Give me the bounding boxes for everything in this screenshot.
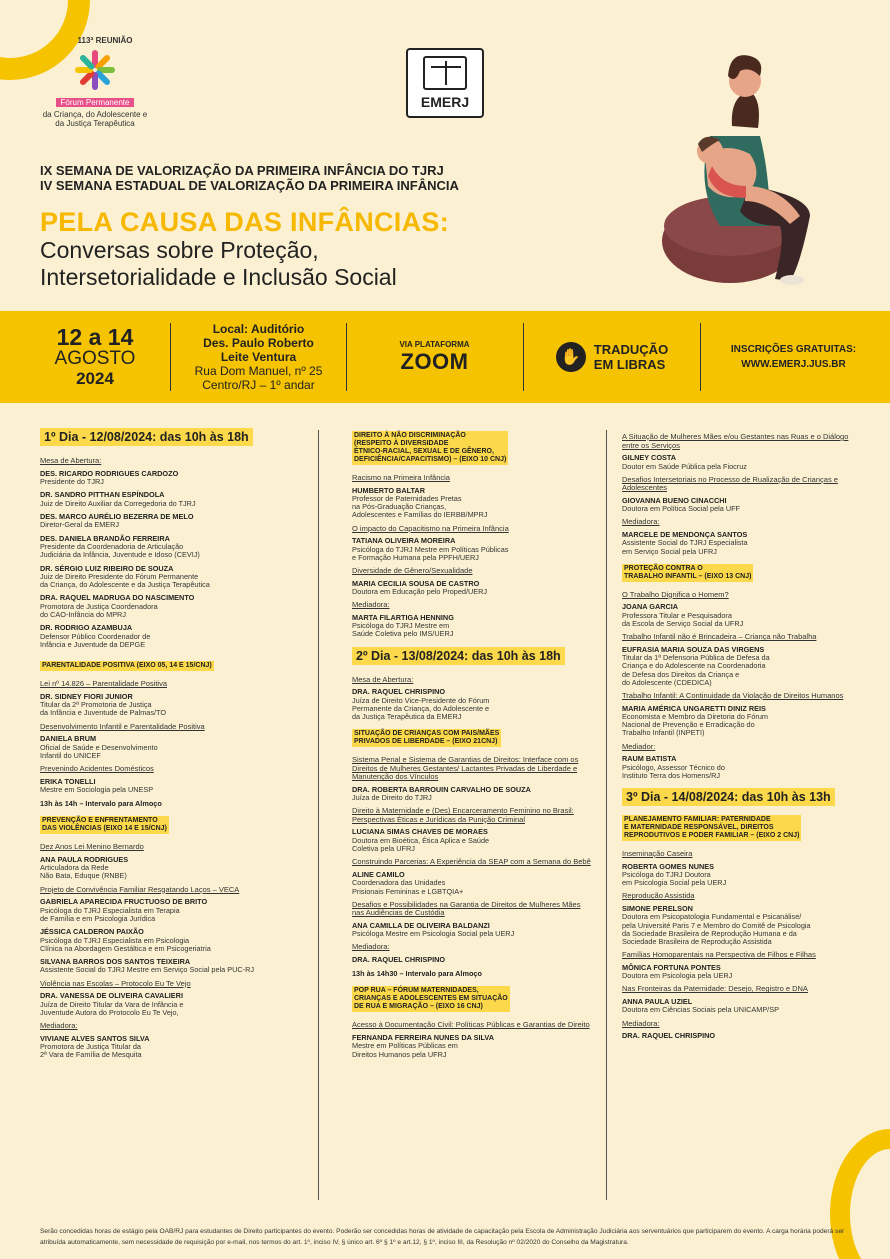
topic-heading-line: DE RUA E MIGRAÇÃO – (EIXO 16 CNJ) bbox=[354, 1003, 483, 1011]
section-title: Desafios e Possibilidades na Garantia de Direitos de Mulheres Mães nas Audiências de Custódia bbox=[352, 899, 581, 918]
footer-note: Serão concedidas horas de estágio pela OAB/RJ para estudantes de Direito participantes do evento. Poderão ser concedidas horas de atividade de capacitação pela Escola de Administração Judiciária aos serventuários que participarem do evento. A carga horária poderá ser atribuída automaticamente, sem necessidade de requisição por e-mail, nos termos do art. 1º, inciso IV, § único art. 6º § 1º e art.12, § 1º, inciso III, da Resolução nº 02/2020 do Conselho da Magistratura. bbox=[40, 1228, 845, 1246]
speaker-name: MARCELE DE MENDONÇA SANTOS bbox=[622, 529, 748, 539]
speaker-role: de Defesa dos Direitos da Criança e bbox=[622, 669, 740, 679]
speaker-role: Juiz de Direito Presidente do Fórum Permanente bbox=[40, 572, 199, 582]
speaker-block bbox=[352, 688, 592, 721]
speaker-block bbox=[622, 905, 862, 946]
speaker-block bbox=[40, 535, 302, 560]
speaker-block bbox=[40, 693, 302, 718]
speaker-role: Mestre em Sociologia pela UNESP bbox=[40, 785, 154, 795]
speaker-role: Infância e Juventude da DEPGE bbox=[40, 640, 146, 650]
speaker-name: HUMBERTO BALTAR bbox=[352, 485, 425, 495]
speaker-block bbox=[622, 998, 862, 1015]
speaker-block bbox=[40, 992, 302, 1017]
speaker-name: GIOVANNA BUENO CINACCHI bbox=[622, 495, 727, 505]
program-column-1 bbox=[40, 428, 302, 1064]
speaker-role: do CAO-Infância do MPRJ bbox=[40, 610, 126, 620]
speaker-name: DANIELA BRUM bbox=[40, 734, 97, 744]
location-line-4: Rua Dom Manuel, nº 25 bbox=[194, 364, 323, 378]
topic-heading-wrap bbox=[352, 428, 592, 469]
speaker-name: DR. SIDNEY FIORI JUNIOR bbox=[40, 691, 133, 701]
speaker-role: 2ª Vara de Família de Mesquita bbox=[40, 1050, 142, 1060]
speaker-role: Juíza de Direito Titular da Vara de Infância e bbox=[40, 999, 184, 1009]
speaker-role: na Pós-Graduação Crianças, bbox=[352, 502, 447, 512]
program-column-3 bbox=[622, 428, 862, 1046]
topic-heading-line: POP RUA – FÓRUM MATERNIDADES, bbox=[354, 987, 479, 995]
speaker-name: ANA PAULA RODRIGUES bbox=[40, 854, 129, 864]
speaker-block bbox=[40, 624, 302, 649]
section-title: Projeto de Convivência Familiar Resgatando Laços – VECA bbox=[40, 884, 240, 894]
speaker-block bbox=[40, 565, 302, 590]
main-title: PELA CAUSA DAS INFÂNCIAS: bbox=[40, 207, 450, 237]
speaker-name: DR. SANDRO PITTHAN ESPÍNDOLA bbox=[40, 490, 165, 500]
section-title: Mediadora: bbox=[40, 1021, 78, 1031]
event-line-1: IX SEMANA DE VALORIZAÇÃO DA PRIMEIRA INFÂNCIA DO TJRJ bbox=[40, 163, 444, 178]
speaker-name: MARTA FILARTIGA HENNING bbox=[352, 612, 454, 622]
speaker-name: FERNANDA FERREIRA NUNES DA SILVA bbox=[352, 1032, 495, 1042]
topic-heading bbox=[40, 816, 169, 834]
speaker-role: Promotora de Justiça Titular da bbox=[40, 1042, 141, 1052]
speaker-role: Psicóloga do TJRJ Especialista em Psicologia bbox=[40, 935, 190, 945]
section-title: Construindo Parcerias: A Experiência da SEAP com a Semana do Bebê bbox=[352, 857, 591, 867]
speaker-role: Juiz de Direito Auxiliar da Corregedoria do TJRJ bbox=[40, 498, 196, 508]
section-title: O impacto do Capacitismo na Primeira Infância bbox=[352, 523, 509, 533]
event-line-2: IV SEMANA ESTADUAL DE VALORIZAÇÃO DA PRIMEIRA INFÂNCIA bbox=[40, 178, 459, 193]
speaker-role: Psicóloga do TJRJ Especialista em Terapia bbox=[40, 905, 180, 915]
speaker-role: Infantil do UNICEF bbox=[40, 750, 101, 760]
topic-heading-line: SITUAÇÃO DE CRIANÇAS COM PAIS/MÃES bbox=[354, 730, 500, 738]
registration-label: INSCRIÇÕES GRATUITAS: bbox=[730, 344, 857, 355]
topic-heading bbox=[40, 661, 214, 671]
speaker-role: Articuladora da Rede bbox=[40, 863, 109, 873]
speaker-block bbox=[352, 537, 592, 562]
section-title: O Trabalho Dignifica o Homem? bbox=[622, 589, 729, 599]
location-line-3: Leite Ventura bbox=[220, 350, 297, 364]
speaker-role: Oficial de Saúde e Desenvolvimento bbox=[40, 742, 158, 752]
section-title: Lei nº 14.826 – Parentalidade Positiva bbox=[40, 679, 167, 689]
speaker-name: MÔNICA FORTUNA PONTES bbox=[622, 962, 721, 972]
speaker-role: da Justiça Terapêutica da EMERJ bbox=[352, 712, 462, 722]
speaker-name: DES. DANIELA BRANDÃO FERREIRA bbox=[40, 533, 170, 543]
speaker-name: DRA. RAQUEL CHRISPINO bbox=[352, 687, 446, 697]
speaker-block bbox=[40, 594, 302, 619]
speaker-block bbox=[622, 964, 862, 981]
location-line-5: Centro/RJ – 1º andar bbox=[202, 378, 315, 392]
topic-heading bbox=[622, 564, 753, 582]
subtitle-line-1: Conversas sobre Proteção, bbox=[40, 237, 319, 263]
forum-logo bbox=[40, 36, 150, 128]
section-title: Nas Fronteiras da Paternidade: Desejo, Registro e DNA bbox=[622, 984, 808, 994]
speaker-name: DES. RICARDO RODRIGUES CARDOZO bbox=[40, 468, 179, 478]
schedule-note: 13h às 14h30 – Intervalo para Almoço bbox=[352, 969, 482, 979]
info-band bbox=[0, 311, 890, 403]
date-year: 2024 bbox=[76, 368, 114, 388]
topic-heading-line: PREVENÇÃO E ENFRENTAMENTO bbox=[42, 817, 158, 825]
speaker-name: DR. SÉRGIO LUIZ RIBEIRO DE SOUZA bbox=[40, 563, 174, 573]
section-title: Desenvolvimento Infantil e Parentalidade Positiva bbox=[40, 721, 205, 731]
section-title: Racismo na Primeira Infância bbox=[352, 473, 450, 482]
speaker-name: JÉSSICA CALDERON PAIXÃO bbox=[40, 927, 144, 937]
speaker-block bbox=[40, 856, 302, 881]
speaker-block bbox=[352, 487, 592, 520]
speaker-name: DRA. RAQUEL CHRISPINO bbox=[622, 1031, 716, 1041]
speaker-role: Trabalho Infantil (INPETI) bbox=[622, 728, 705, 738]
speaker-role: Adolescentes e Famílias do IERBB/MPRJ bbox=[352, 510, 488, 520]
sign-language-icon: ✋ bbox=[556, 342, 586, 372]
speaker-role: Promotora de Justiça Coordenadora bbox=[40, 601, 158, 611]
speaker-name: VIVIANE ALVES SANTOS SILVA bbox=[40, 1033, 150, 1043]
speaker-role: Juíza de Direito Vice-Presidente do Fórum bbox=[352, 695, 490, 705]
speaker-block bbox=[352, 922, 592, 939]
speaker-name: ROBERTA GOMES NUNES bbox=[622, 861, 715, 871]
speaker-name: DR. RODRIGO AZAMBUJA bbox=[40, 623, 133, 633]
emerj-logo bbox=[406, 48, 484, 118]
speaker-role: Doutora em Política Social pela UFF bbox=[622, 504, 741, 514]
speaker-block bbox=[40, 958, 302, 975]
day-heading-wrap bbox=[40, 428, 302, 452]
speaker-role: Doutora em Psicologia pela UERJ bbox=[622, 971, 733, 981]
speaker-block bbox=[40, 491, 302, 508]
libras-line-2: EM LIBRAS bbox=[593, 357, 666, 372]
libras-info bbox=[524, 311, 700, 403]
program-column-2 bbox=[352, 428, 592, 1064]
speaker-role: Psicóloga do TJRJ Mestre em bbox=[352, 621, 450, 631]
platform-info bbox=[347, 311, 522, 403]
speaker-role: Não Bata, Eduque (RNBE) bbox=[40, 871, 127, 881]
speaker-role: em Psicologia Social pela UERJ bbox=[622, 878, 727, 888]
speaker-name: MARIA AMÉRICA UNGARETTI DINIZ REIS bbox=[622, 703, 766, 713]
speaker-role: pela Université Paris 7 e Membro do Comitê de Psicologia bbox=[622, 920, 811, 930]
speaker-role: Titular da 1ª Defensoria Pública de Defesa da bbox=[622, 653, 770, 663]
speaker-block bbox=[40, 513, 302, 530]
speaker-role: de Família e em Psicologia Jurídica bbox=[40, 913, 156, 923]
speaker-role: Mestre em Políticas Públicas em bbox=[352, 1041, 458, 1051]
topic-heading-line: TRABALHO INFANTIL – (EIXO 13 CNJ) bbox=[624, 572, 752, 580]
speaker-block bbox=[40, 735, 302, 760]
speaker-role: Prisionais Femininas e LGBTQIA+ bbox=[352, 886, 464, 896]
speaker-role: Judiciária da Infância, Juventude e Idoso (CEVIJ) bbox=[40, 550, 200, 560]
speaker-role: Permanente da Criança, do Adolescente e bbox=[352, 703, 490, 713]
speaker-role: Doutora em Psicopatologia Fundamental e Psicanálise/ bbox=[622, 912, 802, 922]
topic-heading bbox=[352, 986, 510, 1012]
speaker-name: DRA. RAQUEL MADRUGA DO NASCIMENTO bbox=[40, 593, 195, 603]
speaker-role: Juíza de Direito do TJRJ bbox=[352, 793, 432, 803]
section-title: Sistema Penal e Sistema de Garantias de Direitos: Interface com os Direitos de Mulheres Gestantes/ Lactantes Privadas de Liberdade e Manutenção dos Vínculos bbox=[352, 755, 579, 782]
column-divider bbox=[318, 430, 319, 1200]
speaker-name: ANA CAMILLA DE OLIVEIRA BALDANZI bbox=[352, 920, 490, 930]
speaker-name: DRA. VANESSA DE OLIVEIRA CAVALIERI bbox=[40, 991, 183, 1001]
section-title: Mediadora: bbox=[352, 942, 390, 952]
speaker-name: RAUM BATISTA bbox=[622, 754, 677, 764]
speaker-block bbox=[40, 778, 302, 795]
reuniao-label: 113ª REUNIÃO bbox=[77, 36, 133, 45]
topic-heading-wrap bbox=[352, 983, 592, 1016]
speaker-role: da Sociedade Brasileira de Reprodução Humana e da bbox=[622, 928, 797, 938]
speaker-role: Doutora em Educação pelo Proped/UERJ bbox=[352, 587, 488, 597]
speaker-role: Saúde Coletiva pelo IMS/UERJ bbox=[352, 629, 454, 639]
platform-label: VIA PLATAFORMA bbox=[399, 339, 470, 349]
speaker-name: SIMONE PERELSON bbox=[622, 903, 693, 913]
speaker-role: Presidente da Coordenadoria de Articulação bbox=[40, 542, 184, 552]
speaker-role: Direitos Humanos pela UFRJ bbox=[352, 1049, 447, 1059]
speaker-role: Defensor Público Coordenador de bbox=[40, 631, 151, 641]
speaker-role: Economista e Membro da Diretoria do Fórum bbox=[622, 712, 768, 722]
topic-heading-wrap bbox=[622, 812, 862, 845]
section-title: Mesa de Abertura: bbox=[352, 674, 414, 684]
speaker-block bbox=[622, 705, 862, 738]
registration-url[interactable]: WWW.EMERJ.JUS.BR bbox=[741, 359, 846, 370]
speaker-block bbox=[352, 956, 592, 965]
section-title: Mediadora: bbox=[622, 1018, 660, 1028]
date-month: AGOSTO bbox=[54, 347, 136, 369]
section-title: Desafios Intersetoriais no Processo de Rualização de Crianças e Adolescentes bbox=[622, 474, 838, 493]
speaker-block bbox=[40, 898, 302, 923]
speaker-block bbox=[352, 614, 592, 639]
speaker-block bbox=[352, 871, 592, 896]
scale-icon bbox=[423, 56, 467, 90]
speaker-role: da Criança, do Adolescente e da Justiça Terapêutica bbox=[40, 580, 210, 590]
speaker-role: Doutora em Ciências Sociais pela UNICAMP/SP bbox=[622, 1005, 779, 1015]
topic-heading bbox=[352, 729, 501, 747]
speaker-block bbox=[622, 1032, 862, 1041]
section-title: Dez Anos Lei Menino Bernardo bbox=[40, 842, 144, 852]
speaker-name: TATIANA OLIVEIRA MOREIRA bbox=[352, 536, 456, 546]
section-title: Direito à Maternidade e (Des) Encarceramento Feminino no Brasil: Perspectivas Éticas e Jurídicas da Punição Criminal bbox=[352, 806, 574, 824]
speaker-block bbox=[352, 1034, 592, 1059]
speaker-role: Assistente Social do TJRJ Mestre em Serviço Social pela PUC-RJ bbox=[40, 965, 254, 975]
section-title: Diversidade de Gênero/Sexualidade bbox=[352, 566, 473, 576]
event-header bbox=[40, 163, 459, 193]
location-line-1: Local: Auditório bbox=[212, 322, 305, 336]
section-title: Famílias Homoparentais na Perspectiva de Filhos e Filhas bbox=[622, 950, 816, 960]
day-heading-wrap bbox=[622, 788, 862, 812]
topic-heading-wrap bbox=[622, 561, 862, 586]
topic-heading-wrap bbox=[352, 726, 592, 751]
section-title: Inseminação Caseira bbox=[622, 849, 693, 859]
location-line-2: Des. Paulo Roberto bbox=[203, 336, 314, 350]
speaker-role: Presidente do TJRJ bbox=[40, 477, 104, 486]
speaker-block bbox=[40, 928, 302, 953]
speaker-name: SILVANA BARROS DOS SANTOS TEIXEIRA bbox=[40, 956, 191, 966]
speaker-name: ALINE CAMILO bbox=[352, 869, 405, 879]
speaker-block bbox=[622, 454, 862, 471]
subtitle-line-2: Intersetorialidade e Inclusão Social bbox=[40, 264, 397, 290]
section-title: Violência nas Escolas – Protocolo Eu Te Vejo bbox=[40, 978, 191, 988]
speaker-block bbox=[622, 863, 862, 888]
speaker-role: Psicólogo, Assessor Técnico do bbox=[622, 762, 725, 772]
speaker-name: ERIKA TONELLI bbox=[40, 776, 96, 786]
speaker-role: Sociedade Brasileira de Reprodução Assistida bbox=[622, 937, 772, 947]
speaker-block bbox=[352, 580, 592, 597]
day-heading: 1º Dia - 12/08/2024: das 10h às 18h bbox=[40, 428, 253, 446]
speaker-name: ANNA PAULA UZIEL bbox=[622, 996, 693, 1006]
speaker-role: Doutora em Bioética, Ética Aplica e Saúde bbox=[352, 835, 490, 845]
section-title: Trabalho Infantil: A Continuidade da Violação de Direitos Humanos bbox=[622, 691, 844, 701]
speaker-block bbox=[352, 828, 592, 853]
topic-heading-line: DAS VIOLÊNCIAS (EIXO 14 E 15/CNJ) bbox=[42, 825, 167, 833]
speaker-block bbox=[352, 786, 592, 803]
event-location bbox=[171, 311, 346, 403]
topic-heading-wrap bbox=[40, 813, 302, 838]
speaker-role: Coordenadora das Unidades bbox=[352, 878, 446, 888]
day-heading-wrap bbox=[352, 647, 592, 671]
emerj-label: EMERJ bbox=[420, 94, 470, 110]
speaker-role: Professora Titular e Pesquisadora bbox=[622, 610, 732, 620]
date-days: 12 a 14 bbox=[56, 323, 134, 350]
speaker-role: e Formação Humana pela PPFH/UERJ bbox=[352, 552, 479, 562]
topic-heading-line: PRIVADOS DE LIBERDADE – (EIXO 21CNJ) bbox=[354, 738, 498, 746]
topic-heading-line: PROTEÇÃO CONTRA O bbox=[624, 564, 703, 572]
topic-heading-line: PARENTALIDADE POSITIVA (EIXO 05, 14 E 15/CNJ) bbox=[42, 662, 212, 670]
topic-heading-line: CRIANÇAS E ADOLESCENTES EM SITUAÇÃO bbox=[354, 995, 508, 1003]
topic-heading-line: E MATERNIDADE RESPONSÁVEL, DIREITOS bbox=[624, 824, 774, 832]
speaker-role: em Serviço Social pela UFRJ bbox=[622, 546, 717, 556]
speaker-role: da Escola de Serviço Social da UFRJ bbox=[622, 619, 744, 629]
speaker-role: Instituto Terra dos Homens/RJ bbox=[622, 770, 721, 780]
section-title: Trabalho Infantil não é Brincadeira – Criança não Trabalha bbox=[622, 632, 817, 642]
registration-info bbox=[701, 311, 886, 403]
section-title: Mesa de Abertura: bbox=[40, 456, 102, 465]
speaker-role: Assistente Social do TJRJ Especialista bbox=[622, 538, 748, 548]
speaker-block bbox=[40, 470, 302, 487]
speaker-block bbox=[622, 603, 862, 628]
speaker-block bbox=[622, 646, 862, 687]
speaker-name: GABRIELA APARECIDA FRUCTUOSO DE BRITO bbox=[40, 897, 208, 907]
day-heading: 3º Dia - 14/08/2024: das 10h às 13h bbox=[622, 788, 835, 806]
section-title: Acesso à Documentação Civil: Políticas Públicas e Garantias de Direito bbox=[352, 1020, 590, 1030]
zoom-logo: ZOOM bbox=[400, 348, 469, 374]
speaker-name: DES. MARCO AURÉLIO BEZERRA DE MELO bbox=[40, 511, 194, 521]
speaker-role: Diretor-Geral da EMERJ bbox=[40, 520, 120, 530]
event-dates bbox=[20, 311, 170, 403]
rosette-icon bbox=[73, 48, 117, 92]
speaker-block bbox=[622, 755, 862, 780]
speaker-name: MARIA CECILIA SOUSA DE CASTRO bbox=[352, 578, 480, 588]
topic-heading-line: ÉTNICO-RACIAL, SEXUAL E DE GÊNERO, bbox=[354, 448, 494, 455]
speaker-role: Juventude Autora do Protocolo Eu Te Vejo, bbox=[40, 1007, 179, 1017]
speaker-block bbox=[40, 1035, 302, 1060]
speaker-role: Titular da 2ª Promotoria de Justiça bbox=[40, 700, 152, 710]
speaker-role: Psicóloga do TJRJ Doutora bbox=[622, 870, 711, 880]
section-title: A Situação de Mulheres Mães e/ou Gestantes nas Ruas e o Diálogo entre os Serviços bbox=[622, 432, 849, 450]
speaker-role: da Infância e Juventude de Palmas/TO bbox=[40, 708, 167, 718]
topic-heading-line: REPRODUTIVOS E PODER FAMILIAR – (EIXO 2 CNJ) bbox=[624, 832, 800, 840]
speaker-role: Psicóloga Mestre em Psicologia Social pela UERJ bbox=[352, 929, 515, 939]
speaker-name: LUCIANA SIMAS CHAVES DE MORAES bbox=[352, 827, 488, 837]
speaker-name: GILNEY COSTA bbox=[622, 453, 677, 462]
speaker-name: JOANA GARCIA bbox=[622, 602, 679, 612]
speaker-block bbox=[622, 497, 862, 514]
topic-heading-line: DEFICIÊNCIA/CAPACITISMO) – (EIXO 10 CNJ) bbox=[354, 456, 507, 463]
speaker-name: DRA. RAQUEL CHRISPINO bbox=[352, 954, 446, 964]
speaker-role: Psicóloga do TJRJ Mestre em Políticas Públicas bbox=[352, 544, 509, 554]
speaker-role: Professor de Paternidades Pretas bbox=[352, 494, 462, 503]
section-title: Prevenindo Acidentes Domésticos bbox=[40, 764, 154, 774]
forum-subtitle: da Criança, do Adolescente e da Justiça Terapêutica bbox=[42, 110, 148, 128]
speaker-role: Clínica na Abordagem Gestáltica e em Psicogeriatria bbox=[40, 943, 211, 953]
section-title: Mediador: bbox=[622, 741, 656, 751]
main-subtitle bbox=[40, 237, 397, 291]
section-title: Reprodução Assistida bbox=[622, 891, 695, 901]
speaker-name: EUFRASIA MARIA SOUZA DAS VIRGENS bbox=[622, 644, 765, 654]
forum-tag: Fórum Permanente bbox=[56, 98, 135, 107]
topic-heading-line: (RESPEITO À DIVERSIDADE bbox=[354, 440, 449, 447]
speaker-role: Coletiva pela UFRJ bbox=[352, 844, 415, 854]
speaker-role: Criança e do Adolescente na Coordenadoria bbox=[622, 661, 766, 671]
speaker-name: DRA. ROBERTA BARROUIN CARVALHO DE SOUZA bbox=[352, 784, 531, 794]
topic-heading-line: PLANEJAMENTO FAMILIAR: PATERNIDADE bbox=[624, 816, 771, 824]
section-title: Mediadora: bbox=[352, 600, 390, 610]
speaker-role: Doutor em Saúde Pública pela Fiocruz bbox=[622, 461, 747, 471]
mother-child-illustration bbox=[650, 36, 850, 286]
speaker-role: Nacional de Prevenção e Erradicação do bbox=[622, 720, 755, 730]
schedule-note: 13h às 14h – Intervalo para Almoço bbox=[40, 799, 162, 809]
libras-line-1: TRADUÇÃO bbox=[593, 342, 669, 357]
speaker-role: do Adolescente (CDEDICA) bbox=[622, 677, 712, 687]
topic-heading-wrap bbox=[40, 654, 302, 675]
topic-heading-line: DIREITO À NÃO DISCRIMINAÇÃO bbox=[354, 432, 466, 439]
day-heading: 2º Dia - 13/08/2024: das 10h às 18h bbox=[352, 647, 565, 665]
topic-heading bbox=[352, 431, 508, 465]
speaker-block bbox=[622, 531, 862, 556]
topic-heading bbox=[622, 815, 801, 841]
column-divider bbox=[606, 430, 607, 1200]
section-title: Mediadora: bbox=[622, 517, 660, 527]
